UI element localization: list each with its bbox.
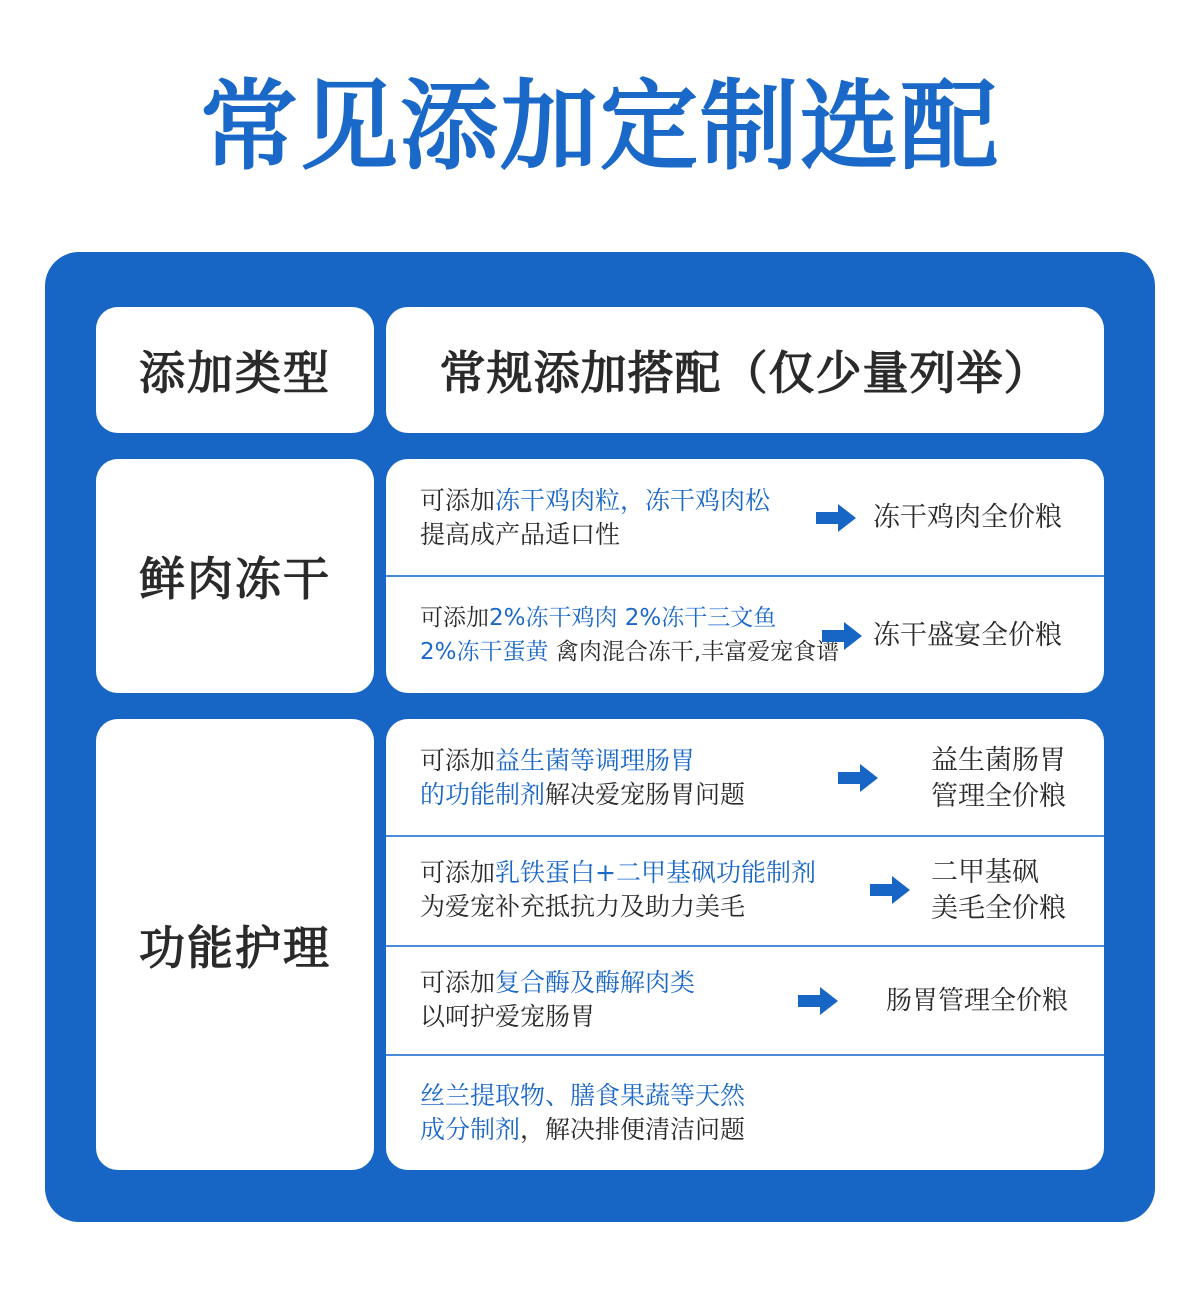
desc-prefix: 可添加 bbox=[420, 486, 496, 515]
desc-plain: ，解决排便清洁问题 bbox=[520, 1115, 746, 1144]
desc-highlight: 复合酶及酶解肉类 bbox=[495, 968, 696, 997]
desc-highlight: 2%冻干鸡肉 2%冻干三文鱼 bbox=[489, 605, 777, 631]
desc-prefix: 可添加 bbox=[420, 968, 496, 997]
row-divider bbox=[386, 945, 1104, 947]
desc-highlight: 乳铁蛋白+二甲基砜功能制剂 bbox=[495, 858, 816, 887]
row-divider bbox=[386, 1054, 1104, 1056]
row-result bbox=[931, 743, 1066, 815]
desc-plain: 以呵护爱宠肠胃 bbox=[420, 1002, 596, 1031]
section-type-cell-functional-care bbox=[96, 719, 374, 1170]
row-divider bbox=[386, 575, 1104, 577]
desc-line-2 bbox=[420, 1113, 745, 1147]
section-rows-freeze-dried bbox=[386, 459, 1104, 693]
row-description bbox=[420, 601, 839, 669]
desc-highlight: 益生菌等调理肠胃 bbox=[495, 746, 696, 775]
section-type-label: 鲜肉冻干 bbox=[139, 552, 331, 606]
desc-line-1 bbox=[420, 856, 816, 890]
desc-line-1 bbox=[420, 966, 695, 1000]
row-description bbox=[420, 966, 695, 1034]
desc-plain: 提高成产品适口性 bbox=[420, 520, 621, 549]
desc-line-1 bbox=[420, 484, 770, 518]
row-description bbox=[420, 744, 745, 812]
row-result: 冻干鸡肉全价粮 bbox=[873, 502, 1062, 533]
desc-plain: 解决爱宠肠胃问题 bbox=[545, 780, 746, 809]
right-arrow-icon bbox=[796, 986, 840, 1016]
header-type-label: 添加类型 bbox=[139, 346, 331, 400]
desc-line-2 bbox=[420, 518, 770, 552]
right-arrow-icon bbox=[868, 875, 912, 905]
desc-highlight: 丝兰提取物、膳食果蔬等天然 bbox=[420, 1081, 746, 1110]
desc-line-1 bbox=[420, 601, 839, 635]
right-arrow-icon bbox=[836, 763, 880, 793]
desc-plain: 为爱宠补充抵抗力及助力美毛 bbox=[420, 892, 746, 921]
desc-line-2 bbox=[420, 635, 839, 669]
section-type-cell-freeze-dried bbox=[96, 459, 374, 693]
section-type-label: 功能护理 bbox=[139, 920, 331, 975]
desc-highlight: 成分制剂 bbox=[420, 1115, 521, 1144]
desc-plain: 禽肉混合冻干,丰富爱宠食谱 bbox=[548, 639, 840, 665]
result-line-2: 管理全价粮 bbox=[931, 781, 1066, 812]
result-line-2: 美毛全价粮 bbox=[931, 893, 1066, 924]
right-arrow-icon bbox=[814, 503, 858, 533]
desc-highlight: 2%冻干蛋黄 bbox=[420, 639, 549, 665]
header-combo-label: 常规添加搭配（仅少量列举） bbox=[439, 346, 1051, 400]
row-result: 冻干盛宴全价粮 bbox=[873, 620, 1062, 651]
desc-line-2 bbox=[420, 1000, 695, 1034]
desc-line-1 bbox=[420, 744, 745, 778]
row-description bbox=[420, 484, 770, 552]
desc-line-2 bbox=[420, 890, 816, 924]
page-title: 常见添加定制选配 bbox=[199, 70, 1000, 184]
section-rows-functional-care bbox=[386, 719, 1104, 1170]
header-type-cell bbox=[96, 307, 374, 433]
right-arrow-icon bbox=[820, 621, 864, 651]
desc-line-1 bbox=[420, 1079, 745, 1113]
result-line-1: 二甲基砜 bbox=[931, 857, 1039, 888]
row-result: 肠胃管理全价粮 bbox=[886, 986, 1069, 1016]
desc-highlight: 的功能制剂 bbox=[420, 780, 546, 809]
result-line-1: 益生菌肠胃 bbox=[931, 745, 1066, 776]
desc-prefix: 可添加 bbox=[420, 605, 489, 631]
desc-prefix: 可添加 bbox=[420, 858, 496, 887]
desc-prefix: 可添加 bbox=[420, 746, 496, 775]
row-result bbox=[931, 855, 1066, 927]
desc-line-2 bbox=[420, 778, 745, 812]
header-combo-cell bbox=[386, 307, 1104, 433]
row-description bbox=[420, 856, 816, 924]
row-description bbox=[420, 1079, 745, 1147]
desc-highlight: 冻干鸡肉粒，冻干鸡肉松 bbox=[495, 486, 771, 515]
row-divider bbox=[386, 835, 1104, 837]
